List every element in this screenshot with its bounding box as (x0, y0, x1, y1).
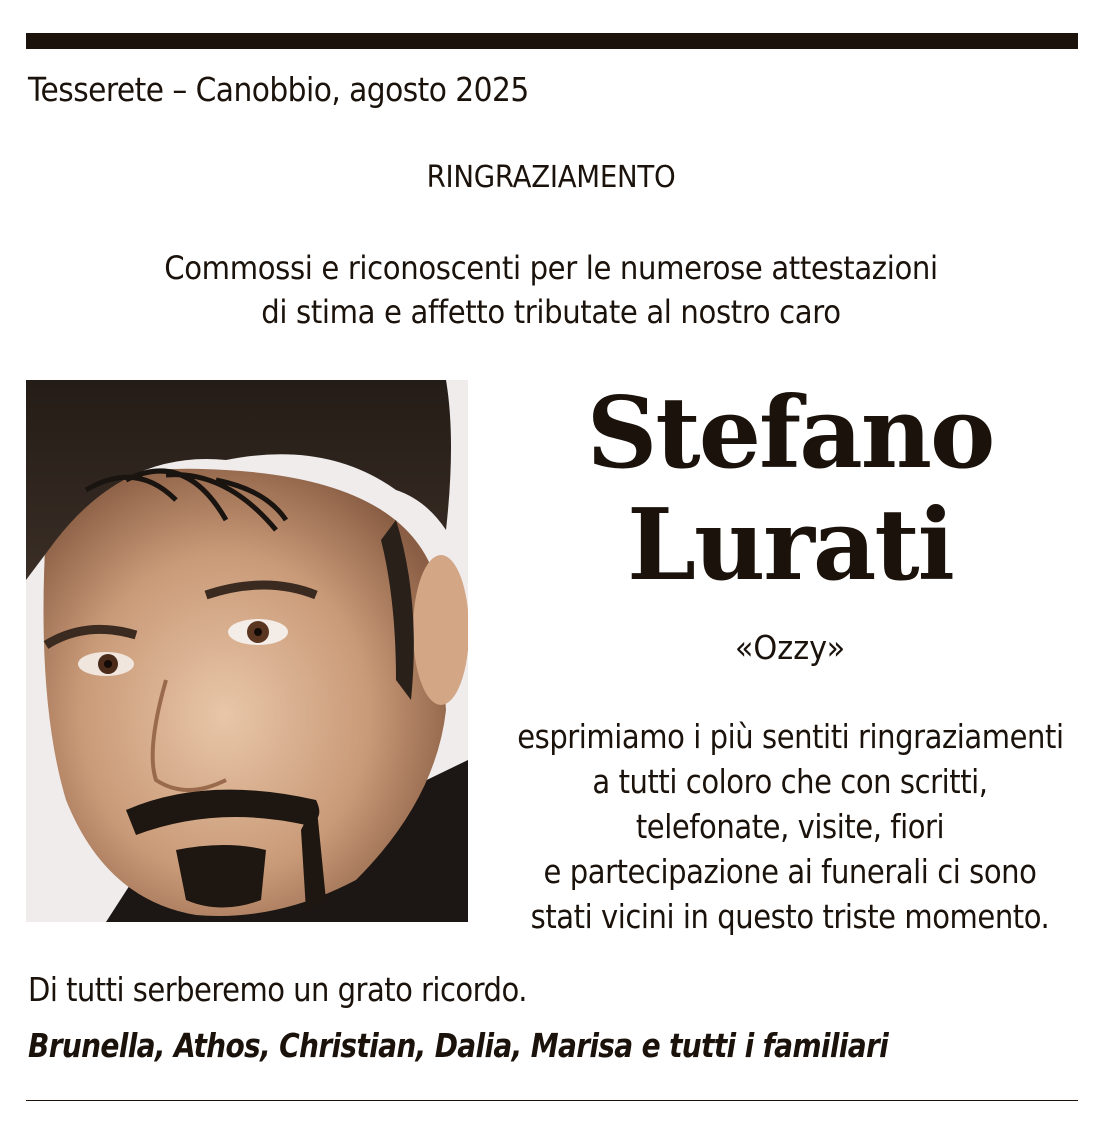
family-signature: Brunella, Athos, Christian, Dalia, Marisa e tutti i familiari (28, 1026, 889, 1065)
thanks-line: e partecipazione ai funerali ci sono (543, 852, 1037, 891)
portrait-illustration (26, 380, 468, 922)
first-name: Stefano (586, 376, 994, 491)
intro-line: Commossi e riconoscenti per le numerose attestazioni (164, 249, 938, 287)
thanks-line: a tutti coloro che con scritti, (592, 762, 988, 801)
intro-line: di stima e affetto tributate al nostro caro (261, 293, 841, 331)
thanks-line: telefonate, visite, fiori (635, 807, 945, 846)
last-name: Lurati (627, 488, 953, 603)
intro-text (50, 246, 1053, 334)
portrait-photo (26, 380, 468, 922)
place-date: Tesserete – Canobbio, agosto 2025 (28, 70, 529, 109)
thanks-line: stati vicini in questo triste momento. (530, 897, 1050, 936)
notice-heading: RINGRAZIAMENTO (426, 160, 676, 195)
bottom-rule (26, 1100, 1078, 1101)
top-rule (26, 33, 1078, 49)
deceased-name (560, 378, 1020, 602)
closing-line: Di tutti serberemo un grato ricordo. (28, 970, 527, 1009)
thanks-text (517, 714, 1063, 939)
nickname: «Ozzy» (734, 628, 846, 667)
thanks-line: esprimiamo i più sentiti ringraziamenti (517, 717, 1064, 756)
